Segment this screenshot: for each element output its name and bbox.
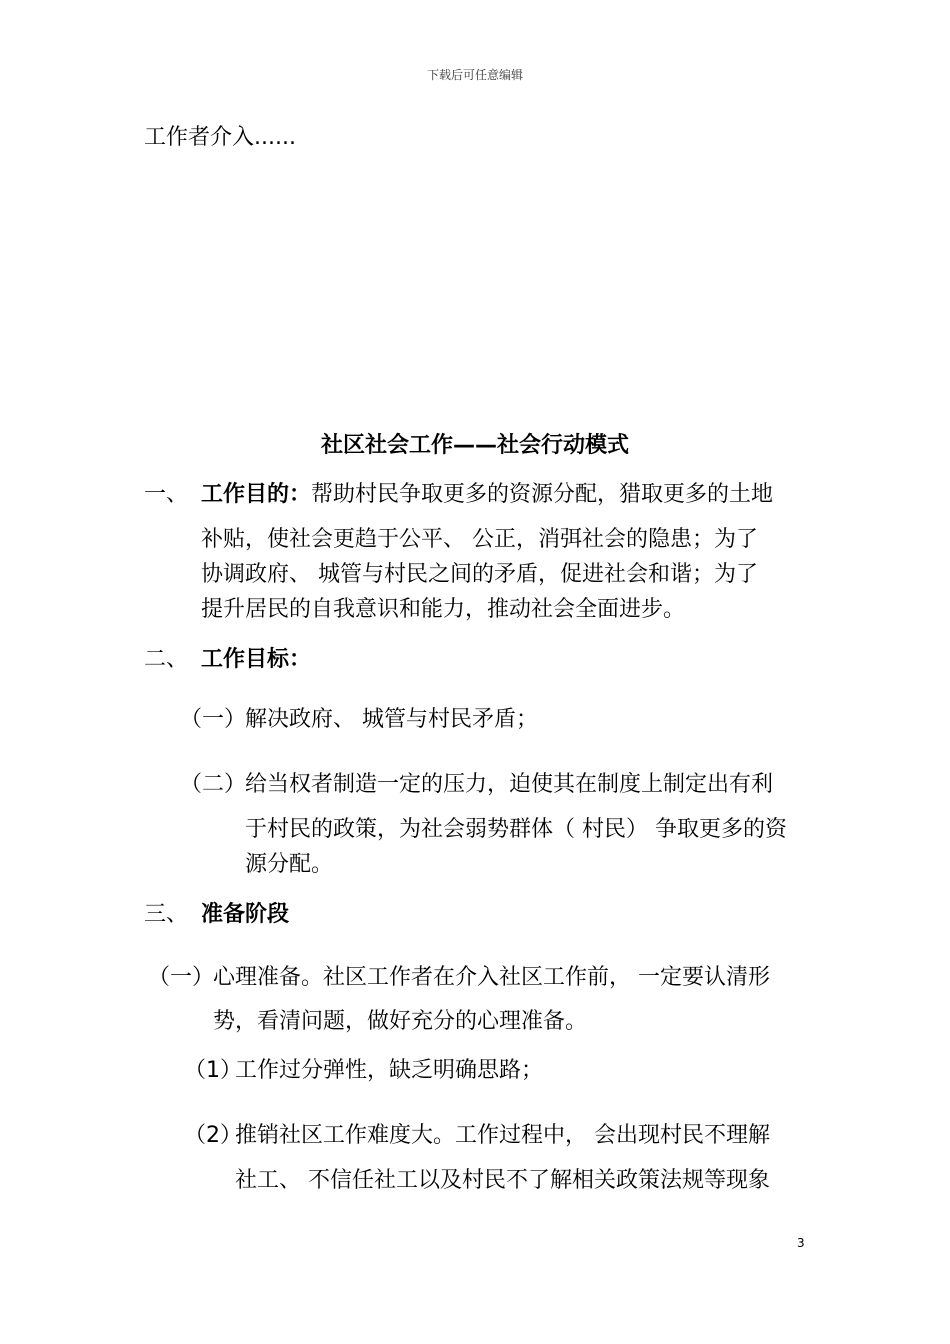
- sec3-item1-number: （一）: [148, 965, 215, 990]
- sec1-line3: 协调政府、 城管与村民之间的矛盾，促进社会和谐；为了: [201, 562, 758, 587]
- page-header: 下载后可任意编辑: [426, 68, 523, 82]
- sec2-number: 二、: [144, 647, 189, 672]
- sec2-item2-line1: 给当权者制造一定的压力，迫使其在制度上制定出有利: [245, 772, 774, 797]
- sec2-item1-text: 解决政府、 城管与村民矛盾；: [245, 707, 538, 732]
- sec3-item1-line1: 心理准备。社区工作者在介入社区工作前， 一定要认清形: [213, 965, 770, 990]
- sec2-item2-line3: 源分配。: [245, 852, 334, 877]
- sec3-sub1-number: （1）: [184, 1058, 242, 1083]
- sec1-number: 一、: [144, 482, 189, 507]
- sec2-item2-line2: 于村民的政策，为社会弱势群体（ 村民） 争取更多的资: [245, 817, 787, 842]
- sec2-item2-number: （二）: [180, 772, 247, 797]
- sec2-label: 工作目标：: [201, 647, 312, 672]
- sec3-number: 三、: [144, 902, 189, 927]
- sec1-line1: [201, 477, 773, 513]
- sec3-sub2-line1: 推销社区工作难度大。工作过程中， 会出现村民不理解: [235, 1123, 770, 1148]
- sec1-line1-text: 帮助村民争取更多的资源分配，猎取更多的土地: [311, 482, 774, 507]
- sec3-label: 准备阶段: [201, 902, 290, 927]
- sec1-label: 工作目的：: [201, 482, 312, 507]
- sec3-sub1-text: 工作过分弹性，缺乏明确思路；: [235, 1058, 544, 1083]
- intro-line: 工作者介入......: [144, 125, 296, 150]
- page-number: 3: [797, 1236, 805, 1250]
- section-title: 社区社会工作——社会行动模式: [320, 433, 629, 458]
- sec1-line2: 补贴，使社会更趋于公平、 公正，消弭社会的隐患；为了: [201, 527, 758, 552]
- sec3-item1-line2: 势，看清问题，做好充分的心理准备。: [213, 1009, 588, 1034]
- sec2-item1-number: （一）: [180, 707, 247, 732]
- sec3-sub2-number: （2）: [184, 1123, 242, 1148]
- sec3-sub2-line2: 社工、 不信任社工以及村民不了解相关政策法规等现象: [235, 1168, 770, 1193]
- sec1-line4: 提升居民的自我意识和能力，推动社会全面进步。: [201, 597, 686, 622]
